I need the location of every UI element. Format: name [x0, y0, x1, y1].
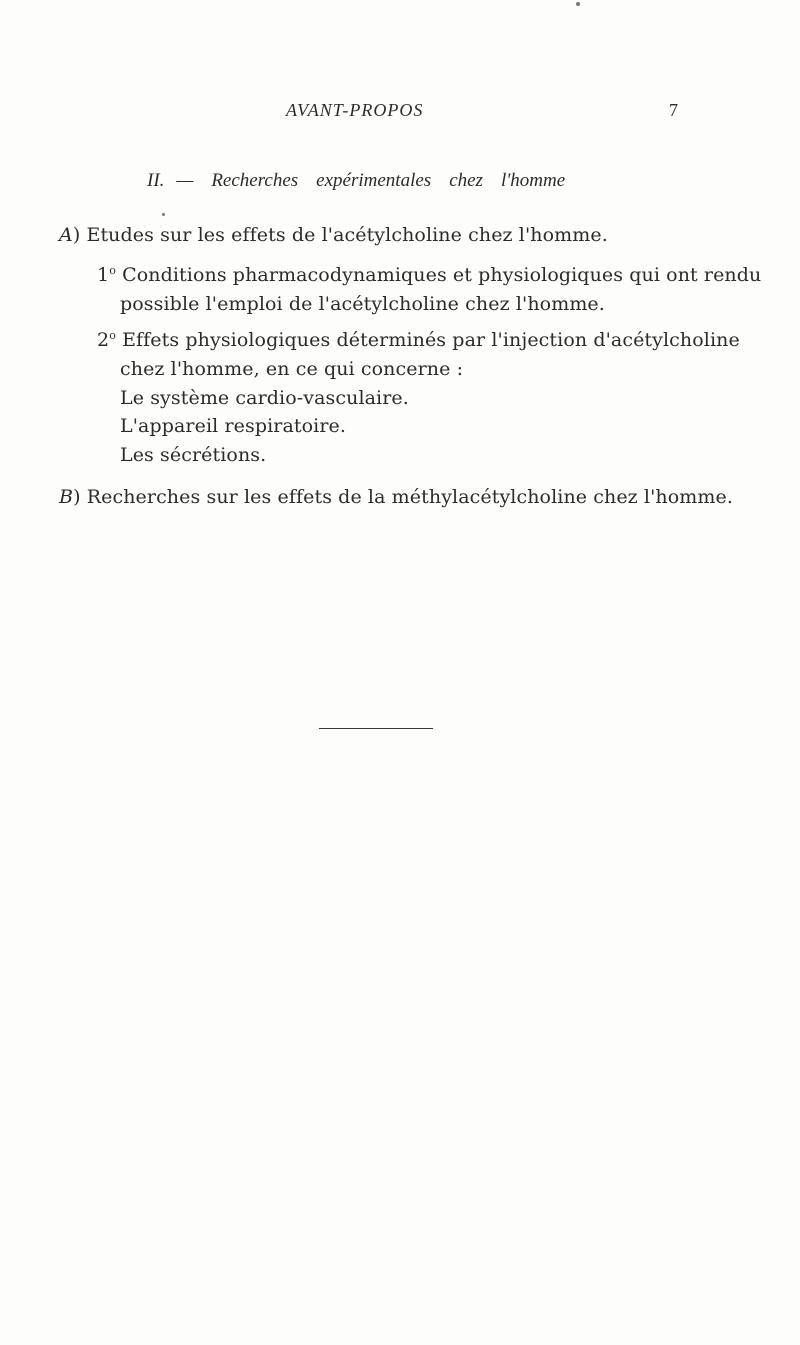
running-title: AVANT-PROPOS	[286, 100, 424, 120]
section-title-word: chez	[449, 170, 483, 191]
ordinal-mark: o	[109, 264, 116, 277]
sub-item: Les sécrétions.	[120, 444, 267, 466]
item-letter: A	[59, 224, 73, 246]
item-1	[97, 264, 761, 286]
running-head	[0, 100, 800, 126]
item-a-text: ) Etudes sur les effets de l'acétylcholine chez l'homme.	[72, 224, 608, 246]
ink-speck	[576, 2, 580, 6]
end-rule	[319, 728, 433, 729]
section-heading	[147, 170, 565, 192]
item-letter: B	[59, 486, 74, 508]
section-number: II.	[147, 170, 165, 191]
item-number: 1	[97, 264, 110, 286]
section-title-word: l'homme	[500, 170, 566, 191]
section-dash: —	[176, 170, 194, 191]
item-2-continuation: chez l'homme, en ce qui concerne :	[120, 358, 464, 380]
item-number: 2	[97, 329, 110, 351]
item-1-text: Conditions pharmacodynamiques et physiologiques qui ont rendu	[115, 264, 762, 286]
item-1-continuation: possible l'emploi de l'acétylcholine chez l'homme.	[120, 293, 605, 315]
item-2	[97, 329, 740, 351]
item-b	[59, 486, 733, 508]
section-title-word: expérimentales	[316, 170, 432, 191]
item-a	[59, 224, 608, 246]
ordinal-mark: o	[109, 329, 116, 342]
sub-item: Le système cardio-vasculaire.	[120, 387, 409, 409]
item-2-text: Effets physiologiques déterminés par l'injection d'acétylcholine	[115, 329, 740, 351]
section-title-word: Recherches	[211, 170, 299, 191]
item-b-text: ) Recherches sur les effets de la méthylacétylcholine chez l'homme.	[73, 486, 734, 508]
ink-speck	[162, 213, 165, 216]
page-number: 7	[669, 100, 678, 120]
sub-item: L'appareil respiratoire.	[120, 415, 346, 437]
